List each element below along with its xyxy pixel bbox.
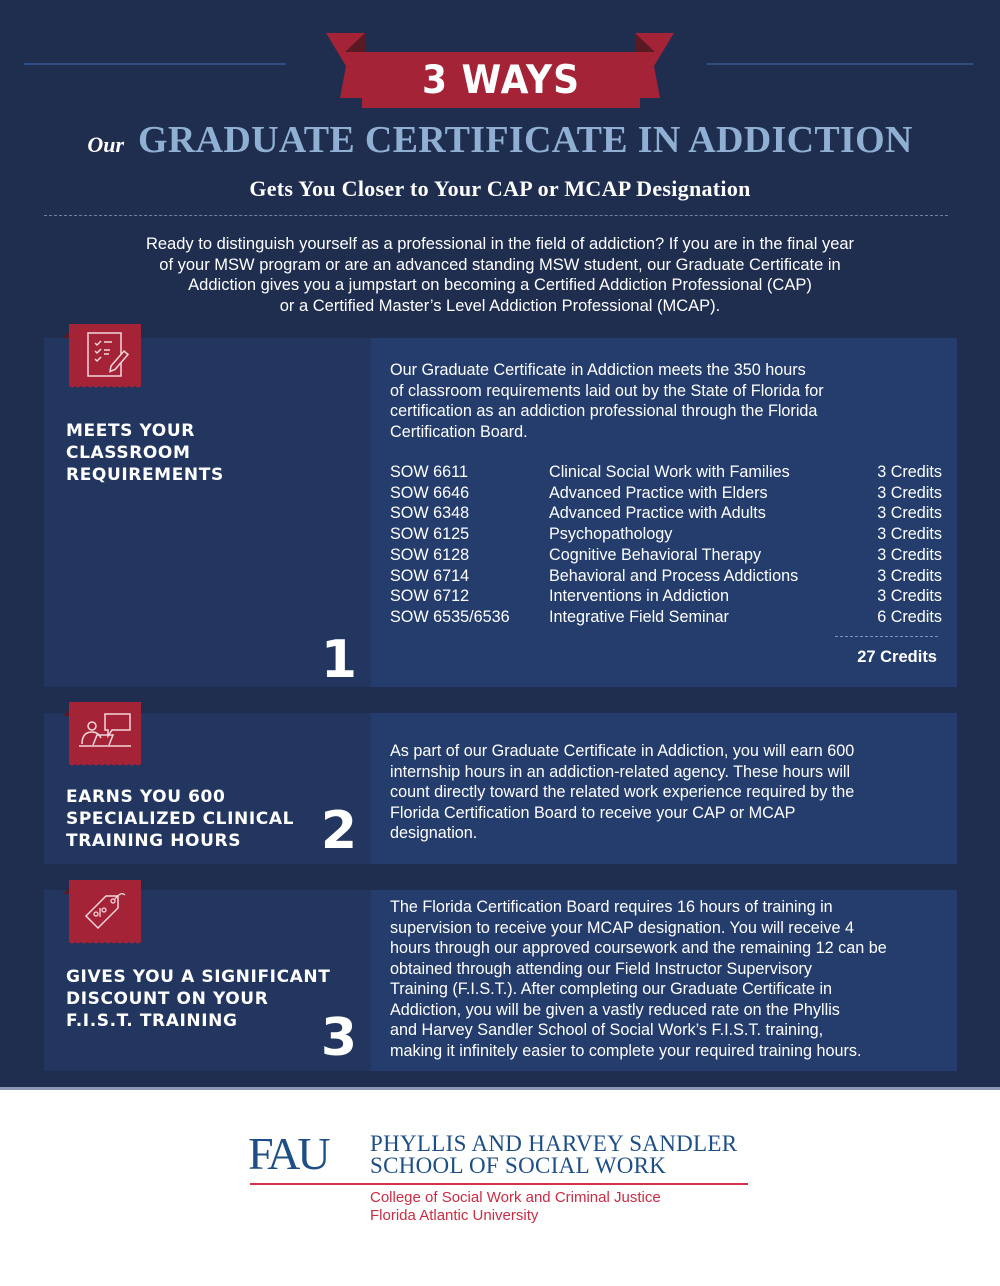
- intro-line: Addiction gives you a jumpstart on becoming a Certified Addiction Professional (CAP): [188, 276, 812, 294]
- intro-line: Ready to distinguish yourself as a professional in the field of addiction? If you are in the final year: [145, 235, 855, 253]
- course-row: [390, 462, 942, 483]
- school-name-line: SCHOOL OF SOCIAL WORK: [370, 1153, 667, 1178]
- way-2-number: 2: [320, 801, 358, 861]
- course-credits: 3 Credits: [877, 525, 942, 544]
- course-code: SOW 6712: [390, 587, 470, 606]
- course-list: [390, 462, 942, 628]
- body-line: internship hours in an addiction-related agency. These hours will: [390, 762, 851, 781]
- body-line: supervision to receive your MCAP designation. You will receive 4: [390, 918, 854, 937]
- person-laptop-chat-icon: [63, 702, 135, 766]
- course-name: Advanced Practice with Elders: [549, 483, 768, 502]
- course-code: SOW 6125: [390, 525, 470, 544]
- course-code: SOW 6646: [390, 483, 470, 502]
- intro-line: or a Certified Master’s Level Addiction Professional (MCAP).: [279, 296, 721, 315]
- body-line: Certification Board.: [390, 422, 528, 441]
- dashed-divider: [44, 215, 948, 216]
- school-name: [370, 1133, 737, 1177]
- course-name: Advanced Practice with Adults: [549, 504, 766, 523]
- course-name: Behavioral and Process Addictions: [549, 566, 799, 585]
- course-row: [390, 566, 942, 587]
- fau-logo: [248, 1130, 748, 1186]
- way-3-number: 3: [320, 1008, 358, 1068]
- page-subtitle: Gets You Closer to Your CAP or MCAP Designation: [249, 176, 751, 201]
- background-divider: [0, 1087, 1000, 1090]
- heading-line: MEETS YOUR: [66, 421, 195, 441]
- course-code: SOW 6714: [390, 566, 470, 585]
- checklist-pencil-icon: [63, 324, 135, 388]
- body-line: Florida Certification Board to receive your CAP or MCAP: [390, 803, 796, 822]
- fau-logo-mark: FAU: [248, 1128, 328, 1179]
- footer-college-info: [370, 1189, 661, 1225]
- way-3-heading: [66, 966, 330, 1032]
- way-2-heading: [66, 786, 294, 852]
- body-line: As part of our Graduate Certificate in Addiction, you will earn 600: [390, 742, 855, 760]
- body-line: count directly toward the related work experience required by the: [390, 783, 855, 801]
- course-row: [390, 483, 942, 504]
- course-code: SOW 6535/6536: [390, 607, 510, 626]
- course-credits: 3 Credits: [877, 463, 942, 481]
- heading-line: DISCOUNT ON YOUR: [66, 989, 269, 1009]
- university-name: Florida Atlantic University: [370, 1207, 539, 1224]
- title-prefix: Our: [87, 132, 125, 157]
- way-block-1: [44, 338, 957, 690]
- course-credits: 3 Credits: [877, 504, 942, 523]
- course-name: Interventions in Addiction: [549, 587, 729, 606]
- way-1-heading: [66, 420, 224, 486]
- footer-rule: [250, 1183, 748, 1185]
- way-block-2: [44, 713, 957, 864]
- heading-line: CLASSROOM: [66, 443, 191, 463]
- course-row: [390, 545, 942, 566]
- college-name: College of Social Work and Criminal Justice: [370, 1189, 661, 1206]
- way-1-number: 1: [320, 630, 358, 690]
- body-line: hours through our approved coursework and the remaining 12 can be: [390, 939, 887, 957]
- header-rule-left: [24, 63, 286, 65]
- course-row: [390, 586, 942, 607]
- course-credits: 3 Credits: [877, 566, 942, 585]
- course-name: Clinical Social Work with Families: [549, 463, 790, 481]
- total-divider: [835, 636, 938, 637]
- body-line: designation.: [390, 824, 478, 842]
- title-main: GRADUATE CERTIFICATE IN ADDICTION: [138, 119, 913, 161]
- way-1-description: [390, 360, 950, 442]
- way-2-description: [390, 741, 950, 844]
- body-line: The Florida Certification Board requires 16 hours of training in: [390, 898, 833, 916]
- course-credits: 3 Credits: [877, 545, 942, 564]
- school-name-line: PHYLLIS AND HARVEY SANDLER: [370, 1131, 738, 1156]
- heading-line: SPECIALIZED CLINICAL: [66, 809, 295, 829]
- course-code: SOW 6128: [390, 545, 470, 564]
- intro-line: of your MSW program or are an advanced standing MSW student, our Graduate Certificate in: [159, 255, 841, 274]
- body-line: making it infinitely easier to complete your required training hours.: [390, 1041, 862, 1060]
- course-credits: 3 Credits: [877, 587, 942, 606]
- page-title: [0, 118, 1000, 170]
- ribbon-title: 3 WAYS: [421, 57, 581, 103]
- body-line: of classroom requirements laid out by the State of Florida for: [390, 381, 824, 400]
- body-line: and Harvey Sandler School of Social Work’s F.I.S.T. training,: [390, 1021, 824, 1039]
- course-row: [390, 524, 942, 545]
- discount-tag-icon: [63, 880, 135, 944]
- body-line: Training (F.I.S.T.). After completing our Graduate Certificate in: [390, 980, 833, 998]
- course-row: [390, 503, 942, 524]
- course-credits: 6 Credits: [877, 607, 942, 626]
- body-line: Addiction, you will be given a vastly reduced rate on the Phyllis: [390, 1000, 840, 1019]
- course-code: SOW 6348: [390, 504, 470, 523]
- body-line: certification as an addiction professional through the Florida: [390, 402, 818, 420]
- header-rule-right: [707, 63, 973, 65]
- heading-line: TRAINING HOURS: [66, 831, 242, 851]
- heading-line: F.I.S.T. TRAINING: [66, 1011, 238, 1031]
- course-row: [390, 607, 942, 628]
- total-credits: 27 Credits: [857, 648, 937, 666]
- course-name: Cognitive Behavioral Therapy: [549, 545, 762, 564]
- heading-line: GIVES YOU A SIGNIFICANT: [66, 967, 331, 987]
- course-credits: 3 Credits: [877, 483, 942, 502]
- way-block-3: [44, 890, 957, 1071]
- intro-paragraph: [60, 234, 940, 316]
- body-line: Our Graduate Certificate in Addiction meets the 350 hours: [390, 361, 806, 379]
- body-line: obtained through attending our Field Instructor Supervisory: [390, 959, 813, 978]
- course-name: Psychopathology: [549, 525, 673, 544]
- heading-line: REQUIREMENTS: [66, 465, 224, 485]
- heading-line: EARNS YOU 600: [66, 787, 226, 807]
- course-name: Integrative Field Seminar: [549, 607, 729, 626]
- course-code: SOW 6611: [390, 463, 468, 481]
- way-3-description: [390, 897, 956, 1061]
